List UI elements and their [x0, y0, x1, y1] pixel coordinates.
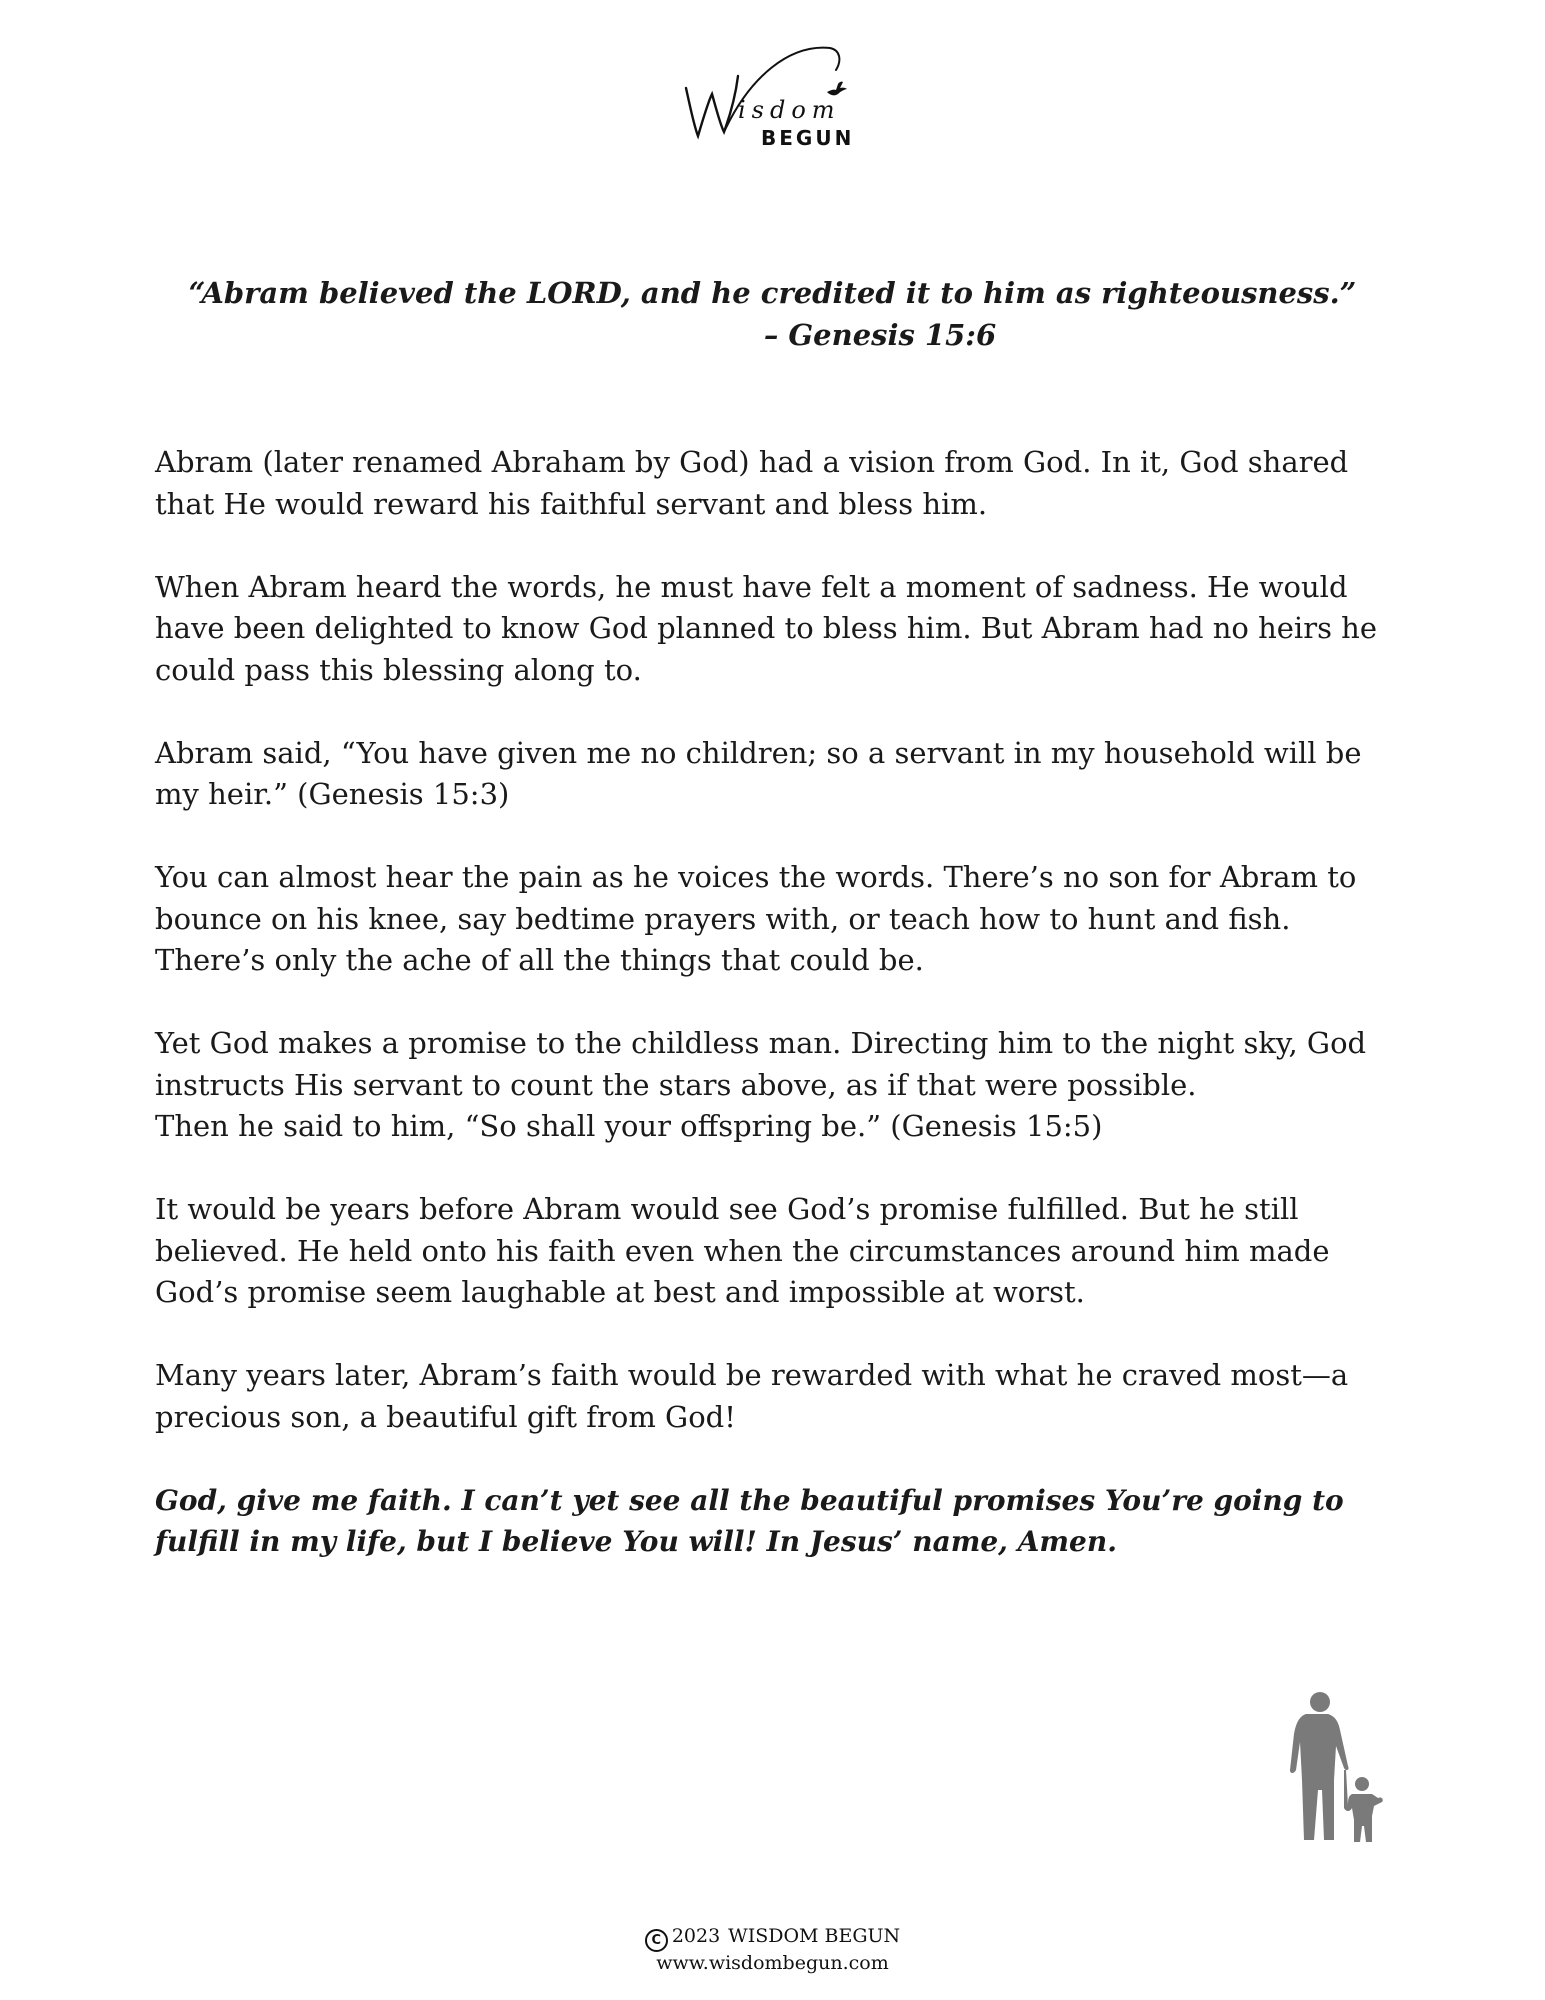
paragraph: Abram (later renamed Abraham by God) had a vision from God. In it, God shared that He would reward his faithful servant and bless him. — [155, 445, 1349, 521]
verse-reference: – Genesis 15:6 — [763, 318, 997, 352]
copyright-year: 2023 — [671, 1925, 721, 1947]
copyright-brand: WISDOM BEGUN — [728, 1925, 901, 1947]
logo — [680, 36, 860, 156]
logo-begun-text: BEGUN — [761, 126, 855, 150]
paragraph: You can almost hear the pain as he voices the words. There’s no son for Abram to bounce on his knee, say bedtime prayers with, or teach how to hunt and fish. There’s only the ache of all the things that could be. — [155, 860, 1357, 977]
website-link[interactable]: www.wisdombegun.com — [656, 1952, 889, 1974]
father-and-child-silhouette-icon — [1278, 1690, 1396, 1846]
devotional-body — [155, 442, 1395, 1604]
paragraph: When Abram heard the words, he must have felt a moment of sadness. He would have been delighted to know God planned to bless him. But Abram had no heirs he could pass this blessing along to. — [155, 569, 1378, 687]
key-verse — [0, 272, 1545, 356]
copyright-line — [0, 1925, 1545, 1952]
paragraph — [155, 1023, 1395, 1148]
verse-quote: “Abram believed the LORD, and he credited it to him as righteousness.” — [188, 276, 1357, 310]
prayer: God, give me faith. I can’t yet see all the beautiful promises You’re going to fulfill in my life, but I believe You will! In Jesus’ name, Amen. — [155, 1483, 1344, 1558]
svg-text:isdom: isdom — [738, 96, 841, 124]
dove-icon — [826, 80, 848, 98]
paragraph: It would be years before Abram would see God’s promise fulfilled. But he still believed. He held onto his faith even when the circumstances around him made God’s promise seem laughable at best and impossible at worst. — [155, 1192, 1330, 1309]
footer — [0, 1925, 1545, 1974]
paragraph-line: Yet God makes a promise to the childless man. Directing him to the night sky, God instructs His servant to count the stars above, as if that were possible. — [155, 1026, 1367, 1102]
copyright-icon: C — [645, 1929, 668, 1952]
paragraph: Abram said, “You have given me no children; so a servant in my household will be my heir.” (Genesis 15:3) — [155, 735, 1362, 811]
paragraph: Many years later, Abram’s faith would be rewarded with what he craved most—a precious son, a beautiful gift from God! — [155, 1358, 1349, 1434]
paragraph-line: Then he said to him, “So shall your offspring be.” (Genesis 15:5) — [155, 1109, 1103, 1143]
